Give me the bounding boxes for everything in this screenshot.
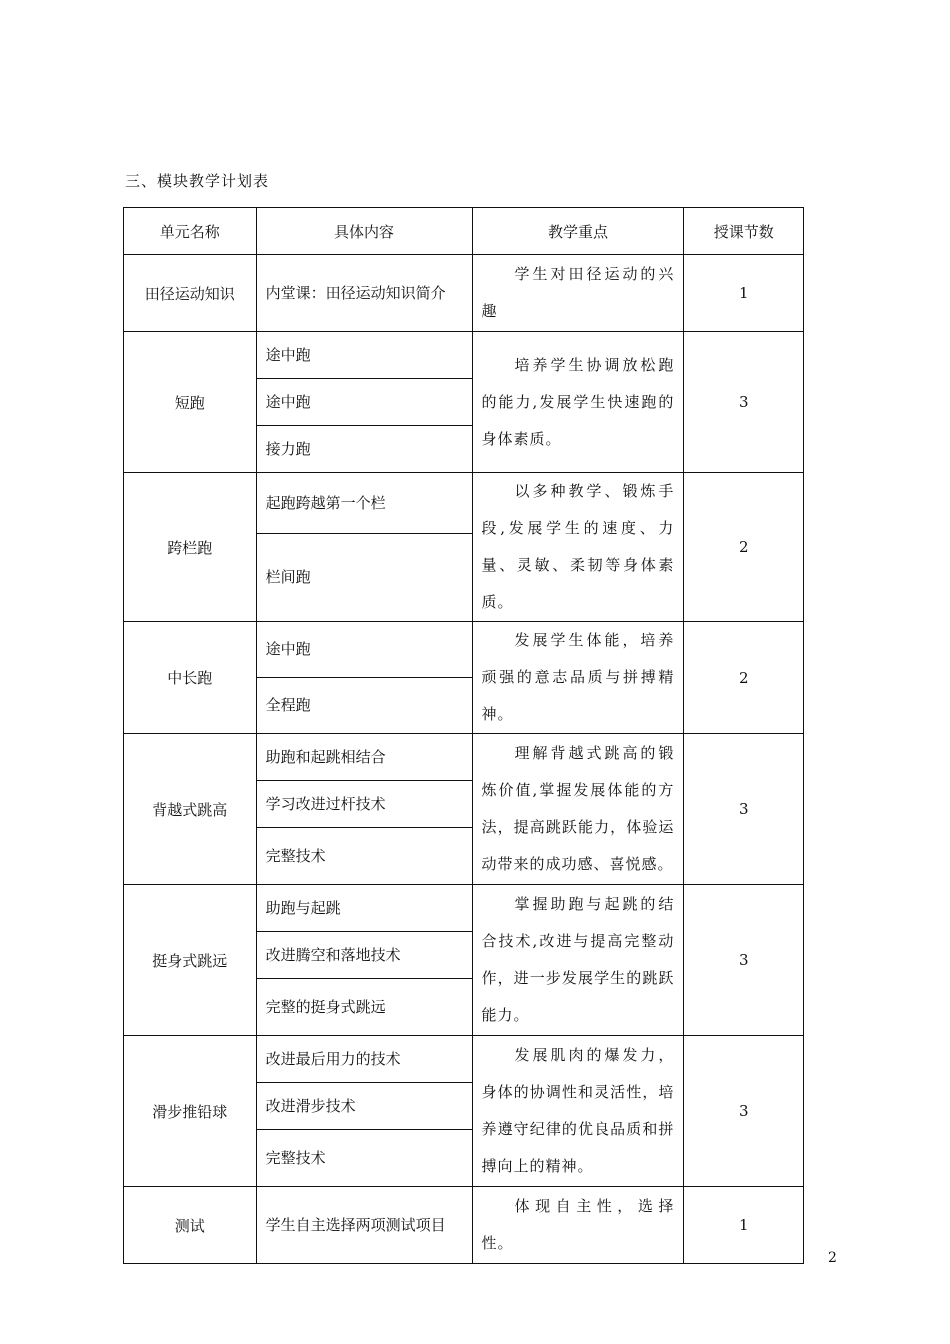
teaching-focus: 发展学生体能，培养顽强的意志品质与拼搏精神。 bbox=[472, 622, 684, 734]
content-item: 学生自主选择两项测试项目 bbox=[256, 1187, 472, 1264]
period-count: 3 bbox=[684, 332, 804, 473]
table-row bbox=[124, 622, 804, 678]
header-content: 具体内容 bbox=[256, 208, 472, 255]
table-row bbox=[124, 473, 804, 534]
content-item: 全程跑 bbox=[256, 678, 472, 734]
teaching-focus: 培养学生协调放松跑的能力,发展学生快速跑的身体素质。 bbox=[472, 332, 684, 473]
period-count: 3 bbox=[684, 734, 804, 885]
period-count: 2 bbox=[684, 622, 804, 734]
content-item: 栏间跑 bbox=[256, 534, 472, 622]
period-count: 2 bbox=[684, 473, 804, 622]
period-count: 3 bbox=[684, 1036, 804, 1187]
teaching-plan-table bbox=[123, 207, 804, 1264]
table-row bbox=[124, 332, 804, 379]
content-item: 途中跑 bbox=[256, 332, 472, 379]
content-item: 完整的挺身式跳远 bbox=[256, 979, 472, 1036]
teaching-focus: 以多种教学、锻炼手段,发展学生的速度、力量、灵敏、柔韧等身体素质。 bbox=[472, 473, 684, 622]
content-item: 改进滑步技术 bbox=[256, 1083, 472, 1130]
table-row bbox=[124, 885, 804, 932]
teaching-focus: 体现自主性，选择性。 bbox=[472, 1187, 684, 1264]
teaching-focus: 学生对田径运动的兴趣 bbox=[472, 255, 684, 332]
unit-name: 田径运动知识 bbox=[124, 255, 257, 332]
content-item: 学习改进过杆技术 bbox=[256, 781, 472, 828]
section-title: 三、模块教学计划表 bbox=[125, 172, 270, 190]
table-row bbox=[124, 1036, 804, 1083]
teaching-focus: 理解背越式跳高的锻炼价值,掌握发展体能的方法，提高跳跃能力，体验运动带来的成功感、喜悦感。 bbox=[472, 734, 684, 885]
unit-name: 滑步推铅球 bbox=[124, 1036, 257, 1187]
table-row bbox=[124, 734, 804, 781]
unit-name: 短跑 bbox=[124, 332, 257, 473]
unit-name: 测试 bbox=[124, 1187, 257, 1264]
content-item: 完整技术 bbox=[256, 1130, 472, 1187]
content-item: 内堂课：田径运动知识简介 bbox=[256, 255, 472, 332]
teaching-focus: 掌握助跑与起跳的结合技术,改进与提高完整动作，进一步发展学生的跳跃能力。 bbox=[472, 885, 684, 1036]
period-count: 3 bbox=[684, 885, 804, 1036]
table-header-row bbox=[124, 208, 804, 255]
content-item: 助跑和起跳相结合 bbox=[256, 734, 472, 781]
content-item: 助跑与起跳 bbox=[256, 885, 472, 932]
unit-name: 中长跑 bbox=[124, 622, 257, 734]
unit-name: 背越式跳高 bbox=[124, 734, 257, 885]
header-unit: 单元名称 bbox=[124, 208, 257, 255]
header-periods: 授课节数 bbox=[684, 208, 804, 255]
period-count: 1 bbox=[684, 1187, 804, 1264]
header-focus: 教学重点 bbox=[472, 208, 684, 255]
unit-name: 挺身式跳远 bbox=[124, 885, 257, 1036]
content-item: 完整技术 bbox=[256, 828, 472, 885]
content-item: 改进最后用力的技术 bbox=[256, 1036, 472, 1083]
content-item: 接力跑 bbox=[256, 426, 472, 473]
table-row bbox=[124, 255, 804, 332]
content-item: 途中跑 bbox=[256, 622, 472, 678]
teaching-focus: 发展肌肉的爆发力，身体的协调性和灵活性，培养遵守纪律的优良品质和拼搏向上的精神。 bbox=[472, 1036, 684, 1187]
period-count: 1 bbox=[684, 255, 804, 332]
unit-name: 跨栏跑 bbox=[124, 473, 257, 622]
content-item: 改进腾空和落地技术 bbox=[256, 932, 472, 979]
content-item: 起跑跨越第一个栏 bbox=[256, 473, 472, 534]
page-number: 2 bbox=[828, 1250, 837, 1266]
table-row bbox=[124, 1187, 804, 1264]
content-item: 途中跑 bbox=[256, 379, 472, 426]
